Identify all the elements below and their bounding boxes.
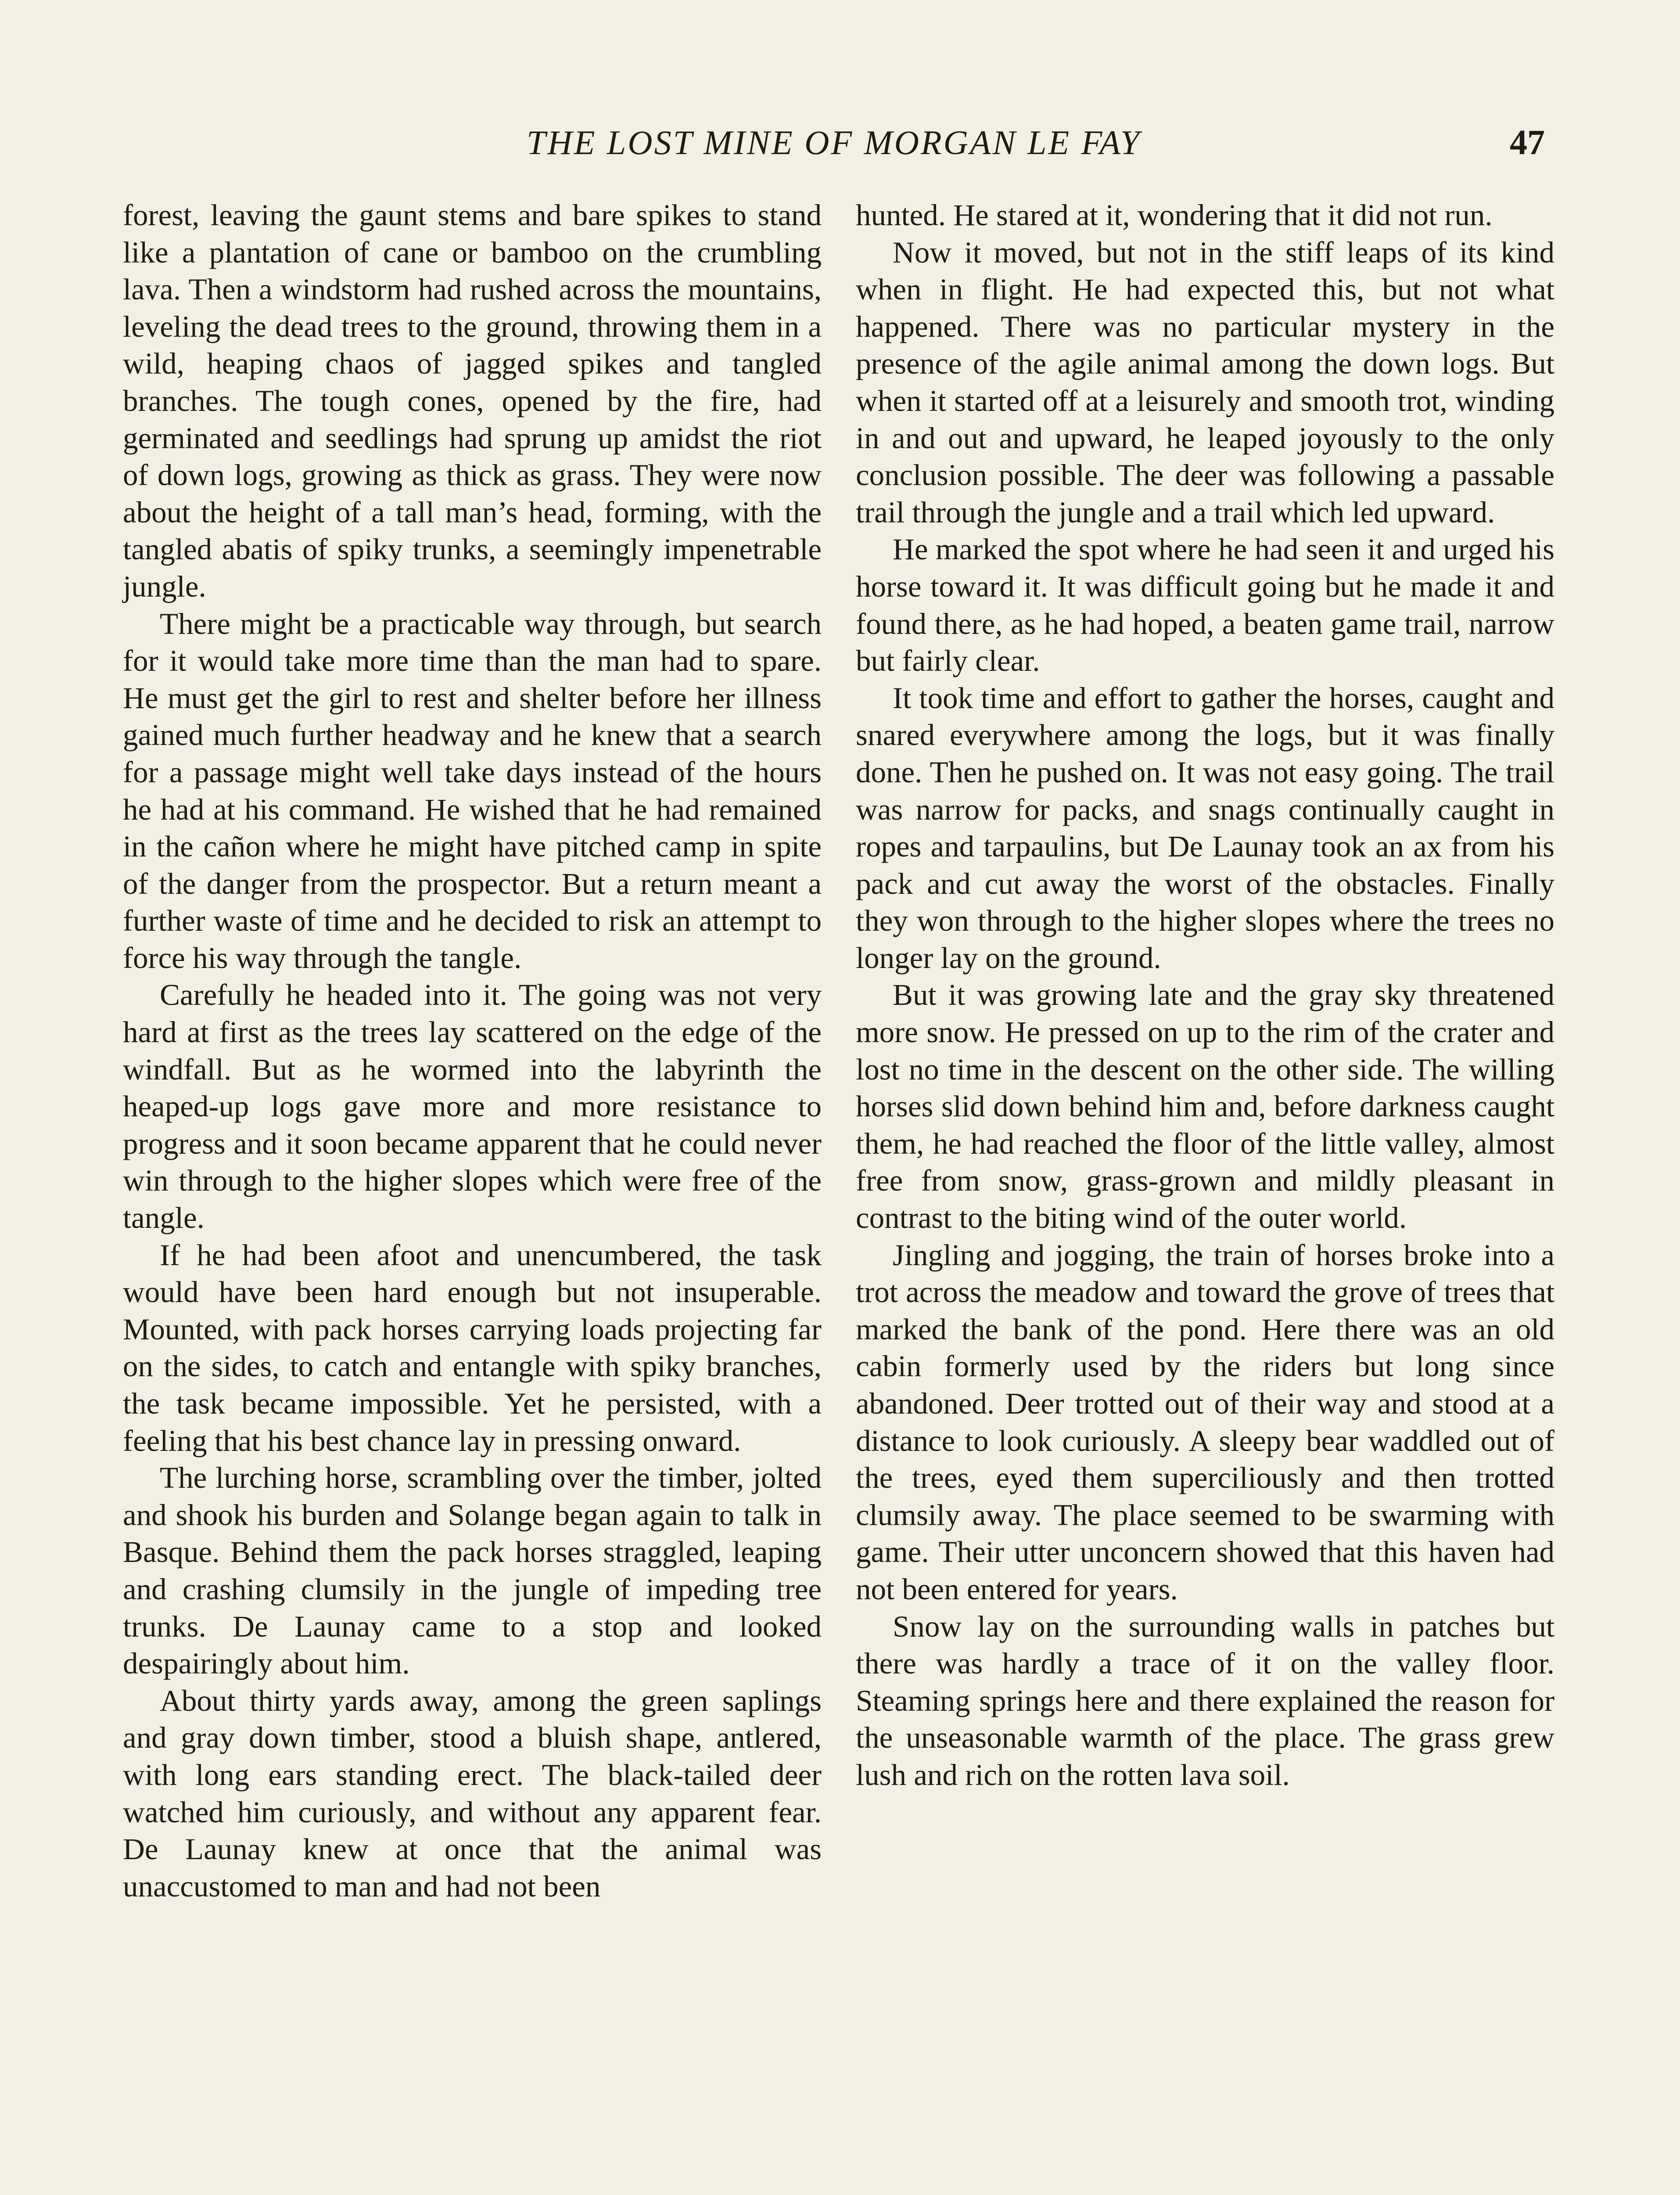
paragraph: It took time and effort to gather the horses, caught and snared everywhere among the logs, but it was finally done. Then he pushed on. It was not easy going. The trail was narrow for packs, and snags continually caught in ropes and tarpaulins, but De Launay took an ax from his pack and cut away the worst of the obstacles. Finally they won through to the higher slopes where the trees no longer lay on the ground. bbox=[856, 681, 1554, 975]
paragraph: About thirty yards away, among the green saplings and gray down timber, stood a bluish shape, antlered, with long ears standing erect. The black-tailed deer watched him curiously, and without any apparent fear. De Launay knew at once that the animal was unaccustomed to man and had not been bbox=[123, 1684, 822, 1903]
paragraph: But it was growing late and the gray sky threatened more snow. He pressed on up to the rim of the crater and lost no time in the descent on the other side. The willing horses slid down behind him and, before darkness caught them, he had reached the floor of the little valley, almost free from snow, grass-grown and mildly pleasant in contrast to the biting wind of the outer world. bbox=[856, 978, 1554, 1235]
paragraph: Carefully he headed into it. The going was not very hard at first as the trees lay scattered on the edge of the windfall. But as he wormed into the labyrinth the heaped-up logs gave more and more resistance to progress and it soon became apparent that he could never win through to the higher slopes which were free of the tangle. bbox=[123, 978, 822, 1235]
right-column bbox=[856, 197, 1554, 1794]
paragraph: If he had been afoot and unencumbered, the task would have been hard enough but not insuperable. Mounted, with pack horses carrying loads projecting far on the sides, to catch and entangle with spiky branches, the task became impossible. Yet he persisted, with a feeling that his best chance lay in pressing onward. bbox=[123, 1238, 822, 1457]
paragraph: Jingling and jogging, the train of horses broke into a trot across the meadow and toward the grove of trees that marked the bank of the pond. Here there was an old cabin formerly used by the riders but long since abandoned. Deer trotted out of their way and stood at a distance to look curiously. A sleepy bear waddled out of the trees, eyed them superciliously and then trotted clumsily away. The place seemed to be swarming with game. Their utter unconcern showed that this haven had not been entered for years. bbox=[856, 1238, 1554, 1606]
running-head bbox=[123, 119, 1545, 167]
paragraph: There might be a practicable way through, but search for it would take more time than the man had to spare. He must get the girl to rest and shelter before her illness gained much further headway and he knew that a search for a passage might well take days instead of the hours he had at his command. He wished that he had remained in the cañon where he might have pitched camp in spite of the danger from the prospector. But a return meant a further waste of time and he decided to risk an attempt to force his way through the tangle. bbox=[123, 607, 822, 975]
left-column bbox=[123, 197, 822, 1905]
paragraph: Now it moved, but not in the stiff leaps of its kind when in flight. He had expected this, but not what happened. There was no particular mystery in the presence of the agile animal among the down logs. But when it started off at a leisurely and smooth trot, winding in and out and upward, he leaped joyously to the only conclusion possible. The deer was following a passable trail through the jungle and a trail which led upward. bbox=[856, 235, 1554, 529]
paragraph: hunted. He stared at it, wondering that it did not run. bbox=[856, 198, 1493, 232]
running-title: THE LOST MINE OF MORGAN LE FAY bbox=[527, 123, 1141, 162]
page-number: 47 bbox=[1510, 123, 1545, 162]
paragraph: He marked the spot where he had seen it and urged his horse toward it. It was difficult going but he made it and found there, as he had hoped, a beaten game trail, narrow but fairly clear. bbox=[856, 533, 1554, 678]
paragraph: The lurching horse, scrambling over the timber, jolted and shook his burden and Solange began again to talk in Basque. Behind them the pack horses straggled, leaping and crashing clumsily in the jungle of impeding tree trunks. De Launay came to a stop and looked despairingly about him. bbox=[123, 1461, 822, 1680]
paragraph: forest, leaving the gaunt stems and bare spikes to stand like a plantation of cane or bamboo on the crumbling lava. Then a windstorm had rushed across the mountains, leveling the dead trees to the ground, throwing them in a wild, heaping chaos of jagged spikes and tangled branches. The tough cones, opened by the fire, had germinated and seedlings had sprung up amidst the riot of down logs, growing as thick as grass. They were now about the height of a tall man’s head, forming, with the tangled abatis of spiky trunks, a seemingly impenetrable jungle. bbox=[123, 198, 822, 603]
paragraph: Snow lay on the surrounding walls in patches but there was hardly a trace of it on the valley floor. Steaming springs here and there explained the reason for the unseasonable warmth of the place. The grass grew lush and rich on the rotten lava soil. bbox=[856, 1609, 1554, 1792]
